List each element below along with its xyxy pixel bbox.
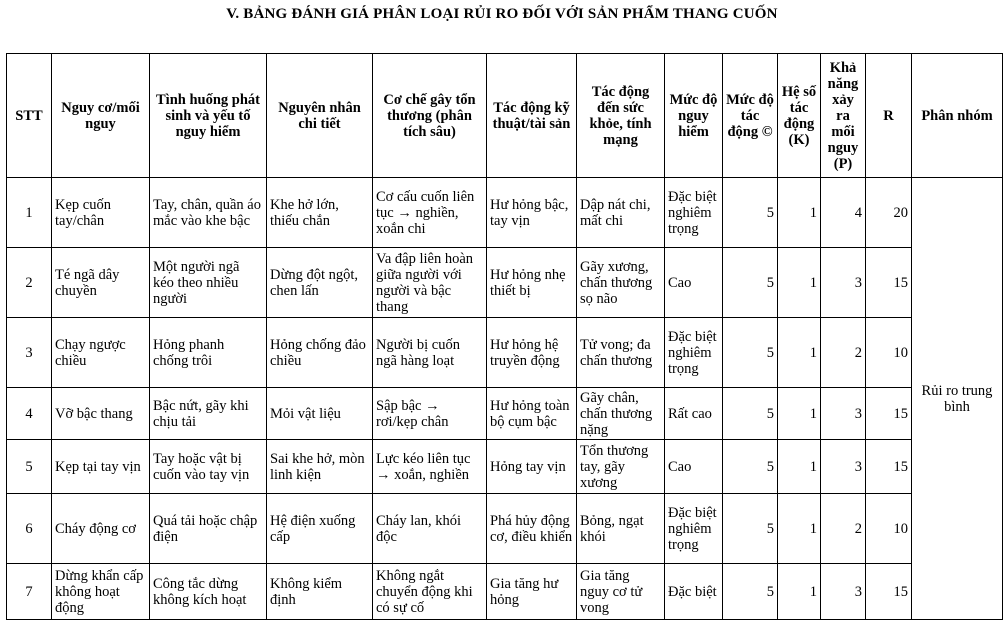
header-danger-level: Mức độ nguy hiểm bbox=[665, 54, 723, 178]
table-row bbox=[7, 440, 1003, 494]
cell-tech-impact: Hư hỏng toàn bộ cụm bậc bbox=[487, 388, 577, 440]
cell-k: 1 bbox=[778, 494, 821, 564]
cell-stt: 1 bbox=[7, 178, 52, 248]
header-k: Hệ số tác động (K) bbox=[778, 54, 821, 178]
cell-hazard: Chạy ngược chiều bbox=[52, 318, 150, 388]
cell-danger-level: Đặc biệt nghiêm trọng bbox=[665, 494, 723, 564]
cell-health-impact: Gia tăng nguy cơ tử vong bbox=[577, 564, 665, 620]
cell-k: 1 bbox=[778, 318, 821, 388]
table-row bbox=[7, 318, 1003, 388]
cell-situation: Tay hoặc vật bị cuốn vào tay vịn bbox=[150, 440, 267, 494]
cell-p: 3 bbox=[821, 388, 866, 440]
cell-danger-level: Đặc biệt nghiêm trọng bbox=[665, 178, 723, 248]
cell-k: 1 bbox=[778, 564, 821, 620]
cell-cause: Sai khe hở, mòn linh kiện bbox=[267, 440, 373, 494]
cell-hazard: Dừng khẩn cấp không hoạt động bbox=[52, 564, 150, 620]
cell-tech-impact: Hỏng tay vịn bbox=[487, 440, 577, 494]
cell-danger-level: Đặc biệt nghiêm trọng bbox=[665, 318, 723, 388]
page-title: V. BẢNG ĐÁNH GIÁ PHÂN LOẠI RỦI RO ĐỐI VỚI SẢN PHẨM THANG CUỐN bbox=[226, 6, 778, 22]
header-p: Khả năng xảy ra mối nguy (P) bbox=[821, 54, 866, 178]
cell-r: 15 bbox=[866, 248, 912, 318]
header-mechanism: Cơ chế gây tổn thương (phân tích sâu) bbox=[373, 54, 487, 178]
cell-situation: Một người ngã kéo theo nhiều người bbox=[150, 248, 267, 318]
cell-cause: Khe hở lớn, thiếu chắn bbox=[267, 178, 373, 248]
cell-cause: Hệ điện xuống cấp bbox=[267, 494, 373, 564]
header-cause: Nguyên nhân chi tiết bbox=[267, 54, 373, 178]
cell-tech-impact: Hư hỏng hệ truyền động bbox=[487, 318, 577, 388]
cell-health-impact: Tổn thương tay, gãy xương bbox=[577, 440, 665, 494]
cell-p: 3 bbox=[821, 440, 866, 494]
cell-danger-level: Đặc biệt bbox=[665, 564, 723, 620]
cell-k: 1 bbox=[778, 388, 821, 440]
cell-situation: Bậc nứt, gãy khi chịu tải bbox=[150, 388, 267, 440]
cell-situation: Tay, chân, quần áo mắc vào khe bậc bbox=[150, 178, 267, 248]
cell-impact-level: 5 bbox=[723, 178, 778, 248]
cell-danger-level: Cao bbox=[665, 440, 723, 494]
cell-group: Rủi ro trung bình bbox=[912, 178, 1003, 620]
cell-impact-level: 5 bbox=[723, 494, 778, 564]
header-r: R bbox=[866, 54, 912, 178]
cell-situation: Quá tải hoặc chập điện bbox=[150, 494, 267, 564]
cell-stt: 6 bbox=[7, 494, 52, 564]
cell-health-impact: Gãy chân, chấn thương nặng bbox=[577, 388, 665, 440]
cell-hazard: Kẹp cuốn tay/chân bbox=[52, 178, 150, 248]
cell-situation: Công tắc dừng không kích hoạt bbox=[150, 564, 267, 620]
cell-cause: Mỏi vật liệu bbox=[267, 388, 373, 440]
table-row bbox=[7, 178, 1003, 248]
header-impact-level: Mức độ tác động © bbox=[723, 54, 778, 178]
cell-danger-level: Cao bbox=[665, 248, 723, 318]
cell-p: 2 bbox=[821, 318, 866, 388]
cell-cause: Không kiểm định bbox=[267, 564, 373, 620]
cell-health-impact: Tử vong; đa chấn thương bbox=[577, 318, 665, 388]
cell-stt: 4 bbox=[7, 388, 52, 440]
cell-impact-level: 5 bbox=[723, 440, 778, 494]
table-row bbox=[7, 564, 1003, 620]
table-row bbox=[7, 494, 1003, 564]
cell-mechanism: Sập bậc → rơi/kẹp chân bbox=[373, 388, 487, 440]
cell-tech-impact: Hư hỏng nhẹ thiết bị bbox=[487, 248, 577, 318]
cell-r: 20 bbox=[866, 178, 912, 248]
cell-k: 1 bbox=[778, 178, 821, 248]
cell-tech-impact: Phá hủy động cơ, điều khiển bbox=[487, 494, 577, 564]
cell-r: 15 bbox=[866, 388, 912, 440]
cell-health-impact: Dập nát chi, mất chi bbox=[577, 178, 665, 248]
cell-k: 1 bbox=[778, 248, 821, 318]
cell-situation: Hỏng phanh chống trôi bbox=[150, 318, 267, 388]
table-header bbox=[7, 54, 1003, 178]
cell-health-impact: Bỏng, ngạt khói bbox=[577, 494, 665, 564]
cell-cause: Hỏng chống đảo chiều bbox=[267, 318, 373, 388]
table-body bbox=[7, 178, 1003, 620]
header-health-impact: Tác động đến sức khỏe, tính mạng bbox=[577, 54, 665, 178]
cell-r: 10 bbox=[866, 318, 912, 388]
cell-stt: 2 bbox=[7, 248, 52, 318]
cell-health-impact: Gãy xương, chấn thương sọ não bbox=[577, 248, 665, 318]
cell-r: 10 bbox=[866, 494, 912, 564]
cell-tech-impact: Gia tăng hư hỏng bbox=[487, 564, 577, 620]
cell-p: 2 bbox=[821, 494, 866, 564]
header-tech-impact: Tác động kỹ thuật/tài sản bbox=[487, 54, 577, 178]
cell-impact-level: 5 bbox=[723, 388, 778, 440]
cell-impact-level: 5 bbox=[723, 318, 778, 388]
cell-p: 4 bbox=[821, 178, 866, 248]
cell-p: 3 bbox=[821, 248, 866, 318]
cell-mechanism: Cơ cấu cuốn liên tục → nghiền, xoắn chi bbox=[373, 178, 487, 248]
cell-r: 15 bbox=[866, 440, 912, 494]
risk-table bbox=[6, 53, 1003, 620]
header-stt: STT bbox=[7, 54, 52, 178]
cell-hazard: Vỡ bậc thang bbox=[52, 388, 150, 440]
table-row bbox=[7, 248, 1003, 318]
cell-hazard: Té ngã dây chuyền bbox=[52, 248, 150, 318]
cell-p: 3 bbox=[821, 564, 866, 620]
table-row bbox=[7, 388, 1003, 440]
header-group: Phân nhóm bbox=[912, 54, 1003, 178]
cell-tech-impact: Hư hỏng bậc, tay vịn bbox=[487, 178, 577, 248]
cell-impact-level: 5 bbox=[723, 248, 778, 318]
cell-impact-level: 5 bbox=[723, 564, 778, 620]
cell-hazard: Cháy động cơ bbox=[52, 494, 150, 564]
cell-danger-level: Rất cao bbox=[665, 388, 723, 440]
cell-cause: Dừng đột ngột, chen lấn bbox=[267, 248, 373, 318]
cell-r: 15 bbox=[866, 564, 912, 620]
cell-stt: 5 bbox=[7, 440, 52, 494]
cell-mechanism: Cháy lan, khói độc bbox=[373, 494, 487, 564]
cell-mechanism: Người bị cuốn ngã hàng loạt bbox=[373, 318, 487, 388]
cell-stt: 7 bbox=[7, 564, 52, 620]
header-hazard: Nguy cơ/mối nguy bbox=[52, 54, 150, 178]
cell-mechanism: Không ngắt chuyển động khi có sự cố bbox=[373, 564, 487, 620]
cell-mechanism: Lực kéo liên tục → xoắn, nghiền bbox=[373, 440, 487, 494]
cell-hazard: Kẹp tại tay vịn bbox=[52, 440, 150, 494]
header-situation: Tình huống phát sinh và yếu tố nguy hiểm bbox=[150, 54, 267, 178]
cell-stt: 3 bbox=[7, 318, 52, 388]
cell-mechanism: Va đập liên hoàn giữa người với người và bậc thang bbox=[373, 248, 487, 318]
cell-k: 1 bbox=[778, 440, 821, 494]
